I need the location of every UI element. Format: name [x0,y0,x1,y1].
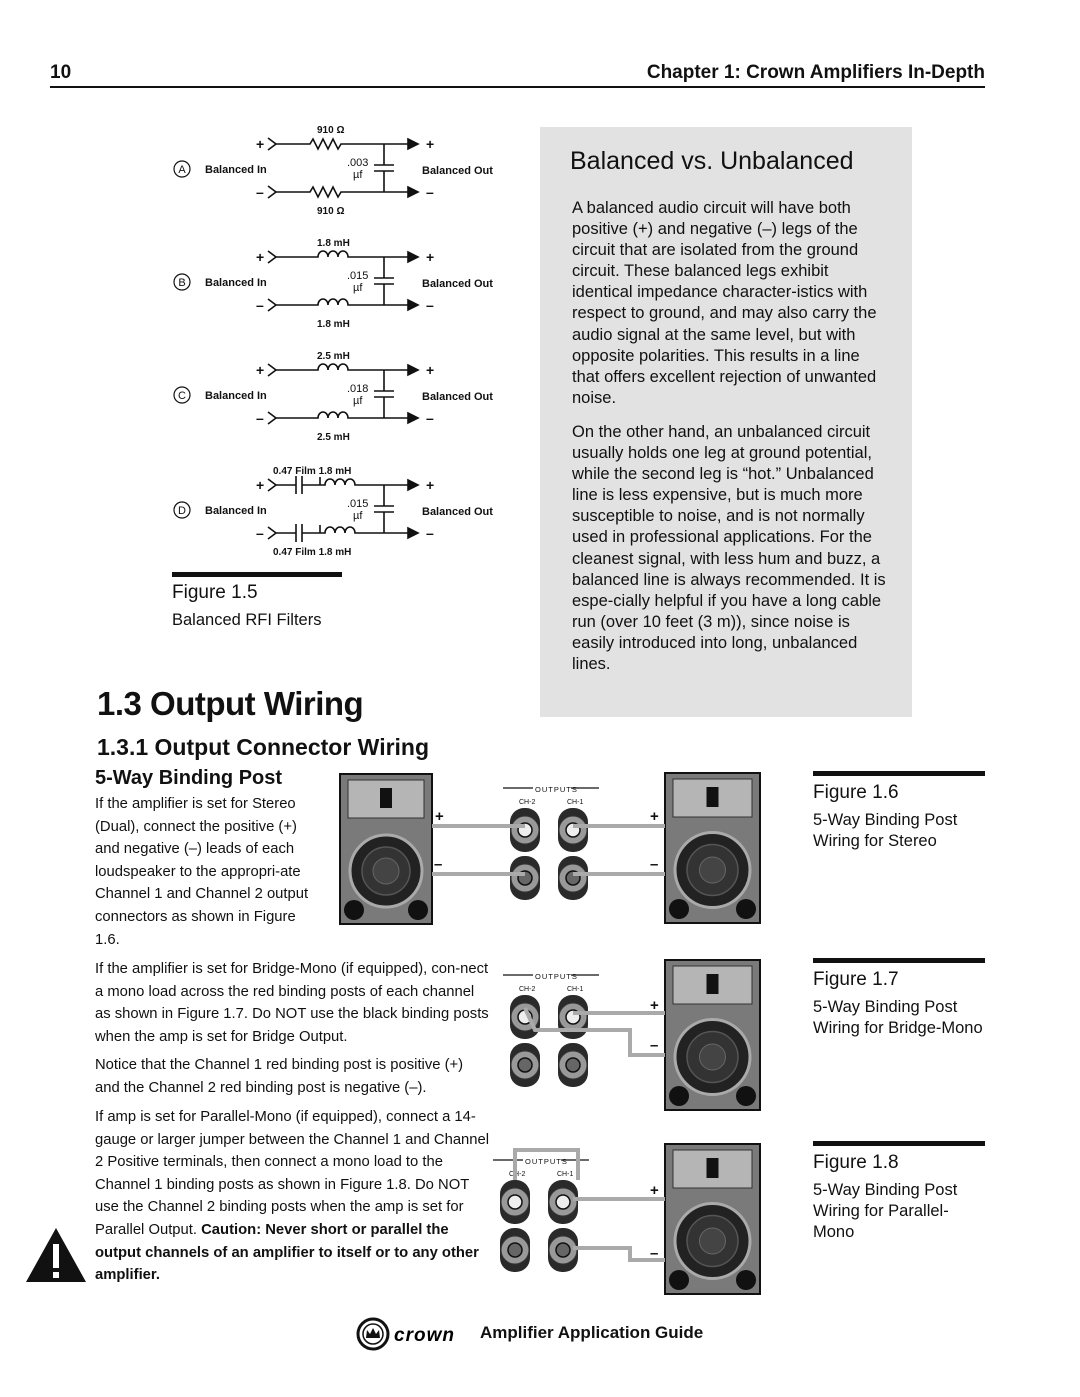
crown-logo [356,1317,474,1351]
tweeter-driver [707,974,719,994]
minus-sign-out: – [426,297,434,313]
plus-sign-out: + [426,249,435,265]
bottom-component-value: 910 Ω [317,206,345,217]
figure-1-7-rule [813,958,985,963]
caution-text: Caution: Never short or parallel the output channels of an amplifier to itself or to any other amplifier. [95,1221,479,1284]
output-arrow [408,480,418,490]
cap-value: .015 [347,498,369,510]
filter-c [174,351,493,443]
sidebar-box [540,127,912,717]
binding-post-cap [556,1243,570,1257]
input-chevron [268,251,276,263]
cabinet-foot-left [344,900,364,920]
balanced-out-label: Balanced Out [422,506,493,518]
input-chevron [268,479,276,491]
input-chevron [268,364,276,376]
plus-sign-in: + [256,136,265,152]
bottom-leg [276,299,408,305]
plus-sign-in: + [256,362,265,378]
figure-1-5-rule [172,572,342,577]
tweeter-driver [707,787,719,807]
warning-icon [24,1226,88,1284]
page-number: 10 [50,62,72,83]
paragraph-polarity: Notice that the Channel 1 red binding post is positive (+) and the Channel 2 red binding post is negative (–). [95,1057,464,1096]
figure-1-5-title: Figure 1.5 [172,582,258,603]
cap-unit: µf [353,510,363,522]
minus-sign: – [434,856,443,873]
plus-sign-in: + [256,249,265,265]
cabinet-foot-right [736,899,756,919]
figure-1-8-rule [813,1141,985,1146]
bottom-leg [276,187,408,197]
output-arrow [408,187,418,197]
cabinet-foot-left [669,1270,689,1290]
subsection-heading: 1.3.1 Output Connector Wiring [97,734,430,760]
binding-post-cap [508,1195,522,1209]
speaker-wires-fig-1-7 [525,1008,665,1055]
top-leg [276,251,408,257]
cabinet-foot-right [408,900,428,920]
minus-sign-out: – [426,410,434,426]
filter-letter: A [178,164,186,176]
top-component-value: 0.47 Film 1.8 mH [273,466,352,477]
binding-post-cap [566,1058,580,1072]
input-chevron [268,412,276,424]
plus-sign-out: + [426,362,435,378]
amp-outputs-fig-1-8 [493,1157,589,1272]
minus-sign-in: – [256,297,264,313]
tweeter-driver [380,788,392,808]
paragraph-stereo: If the amplifier is set for Stereo (Dual), connect the positive (+) and negative (–) leads of each loudspeaker to the appropri-ate Channel 1 and Channel 2 output connectors as shown in Figure 1.6. [95,796,309,948]
footer-guide-title: Amplifier Application Guide [480,1323,704,1342]
crown-wordmark: crown [394,1325,455,1346]
plus-sign: + [650,997,659,1014]
top-leg [276,139,408,149]
input-chevron [268,299,276,311]
woofer-dustcap [700,1228,726,1254]
ch1-label: CH-1 [567,986,584,993]
ch2-label: CH-2 [519,799,536,806]
section-heading: 1.3 Output Wiring [97,685,364,722]
speaker-right-fig-1-6 [665,773,760,923]
top-leg [276,476,408,494]
binding-post-cap [518,1058,532,1072]
output-arrow [408,252,418,262]
balanced-in-label: Balanced In [205,390,267,402]
outputs-label: OUTPUTS [525,1157,568,1166]
tweeter-driver [707,1158,719,1178]
paragraph-bridge-mono: If the amplifier is set for Bridge-Mono (if equipped), con-nect a mono load across the red binding posts of each channel as shown in Figure 1.7. Do NOT use the black binding posts when the amp is set for Bridge Output. [95,961,489,1045]
woofer-dustcap [700,857,726,883]
bottom-component-value: 1.8 mH [317,319,350,330]
output-arrow [408,365,418,375]
filter-letter: B [178,277,186,289]
top-component-value: 1.8 mH [317,238,350,249]
figure-1-5-caption: Balanced RFI Filters [172,611,322,629]
minus-sign-out: – [426,184,434,200]
output-arrow [408,413,418,423]
balanced-out-label: Balanced Out [422,165,493,177]
input-chevron [268,138,276,150]
outputs-label: OUTPUTS [535,972,578,981]
figure-1-8-caption: 5-Way Binding Post Wiring for Parallel-Mono [813,1181,958,1241]
filter-letter: D [178,505,186,517]
output-arrow [408,528,418,538]
cabinet-foot-left [669,1086,689,1106]
cap-unit: µf [353,395,363,407]
figure-1-6-rule [813,771,985,776]
bottom-leg [276,524,408,542]
rfi-filter-diagrams [160,118,520,563]
output-arrow [408,300,418,310]
top-component-value: 910 Ω [317,125,345,136]
sidebar-paragraph-1: A balanced audio circuit will have both positive (+) and negative (–) legs of the circuit that are isolated from the ground circuit. These balanced legs exhibit identical impedance character-istics with respect to ground, and may also carry the audio signal at the same level, but with opposite polarities. This results in a line that offers excellent rejection of unwanted noise. [572,199,877,407]
minus-sign-in: – [256,410,264,426]
figure-1-7-caption: 5-Way Binding Post Wiring for Bridge-Mono [813,998,983,1037]
filter-letter: C [178,390,186,402]
binding-post-wiring-diagrams [330,768,770,1300]
plus-sign-out: + [426,477,435,493]
capacitor [374,257,394,305]
input-chevron [268,186,276,198]
capacitor [374,370,394,418]
balanced-out-label: Balanced Out [422,391,493,403]
input-chevron [268,527,276,539]
header-rule [50,86,985,88]
filter-b [174,238,493,330]
minus-sign: – [650,856,659,873]
minus-sign-in: – [256,525,264,541]
cabinet-foot-right [736,1086,756,1106]
amp-outputs-fig-1-6 [503,785,599,900]
cap-unit: µf [353,282,363,294]
minus-sign-out: – [426,525,434,541]
minus-sign: – [650,1037,659,1054]
subsubsection-heading: 5-Way Binding Post [95,767,283,789]
ch2-label: CH-2 [509,1171,526,1178]
capacitor [374,485,394,533]
speaker-fig-1-8 [665,1144,760,1294]
filter-d [174,466,493,558]
cabinet-foot-right [736,1270,756,1290]
balanced-in-label: Balanced In [205,164,267,176]
woofer-dustcap [700,1044,726,1070]
bottom-component-value: 2.5 mH [317,432,350,443]
plus-sign: + [435,808,444,825]
sidebar-paragraph-2: On the other hand, an unbalanced circuit usually holds one leg at ground potential, while the second leg is “hot.” Unbalanced line is less expensive, but is much more susceptible to noise, and is not normally used in professional applications. For the cleanest signal, with less hum and buzz, a balanced line is always recommended. It is espe-cially helpful if you have a long cable run (over 10 feet (3 m)), since noise is easily introduced into long, unbalanced lines. [572,423,886,674]
cap-value: .018 [347,383,369,395]
cap-unit: µf [353,169,363,181]
chapter-title: Chapter 1: Crown Amplifiers In-Depth [646,62,985,83]
figure-1-6-title: Figure 1.6 [813,782,899,803]
balanced-in-label: Balanced In [205,505,267,517]
output-arrow [408,139,418,149]
figure-1-8-title: Figure 1.8 [813,1152,899,1173]
plus-sign-out: + [426,136,435,152]
plus-sign: + [650,1182,659,1199]
outputs-label: OUTPUTS [535,785,578,794]
woofer-dustcap [373,858,399,884]
bottom-component-value: 0.47 Film 1.8 mH [273,547,352,558]
cap-value: .003 [347,157,369,169]
plus-sign: + [650,808,659,825]
speaker-wires-fig-1-6 [432,826,665,874]
speaker-left-fig-1-6 [340,774,432,924]
plus-sign-in: + [256,477,265,493]
balanced-out-label: Balanced Out [422,278,493,290]
balanced-in-label: Balanced In [205,277,267,289]
top-leg [276,364,408,370]
binding-post-cap [508,1243,522,1257]
minus-sign: – [650,1245,659,1262]
filter-a [174,125,493,217]
ch1-label: CH-1 [557,1171,574,1178]
cap-value: .015 [347,270,369,282]
figure-1-7-title: Figure 1.7 [813,969,899,990]
ch1-label: CH-1 [567,799,584,806]
minus-sign-in: – [256,184,264,200]
parallel-mono-text: If amp is set for Parallel-Mono (if equipped), connect a 14-gauge or larger jumper between the Channel 1 and Channel 2 Positive terminals, then connect a mono load to the Channel 1 binding posts as shown in Figure 1.8. Do NOT use the Channel 2 binding posts when the amp is set for Parallel Output. [95,1109,490,1238]
binding-post-cap [556,1195,570,1209]
figure-1-6-caption: 5-Way Binding Post Wiring for Stereo [813,811,958,850]
bottom-leg [276,412,408,418]
cabinet-foot-left [669,899,689,919]
ch2-label: CH-2 [519,986,536,993]
speaker-fig-1-7 [665,960,760,1110]
capacitor [374,144,394,192]
sidebar-title: Balanced vs. Unbalanced [570,147,854,175]
top-component-value: 2.5 mH [317,351,350,362]
